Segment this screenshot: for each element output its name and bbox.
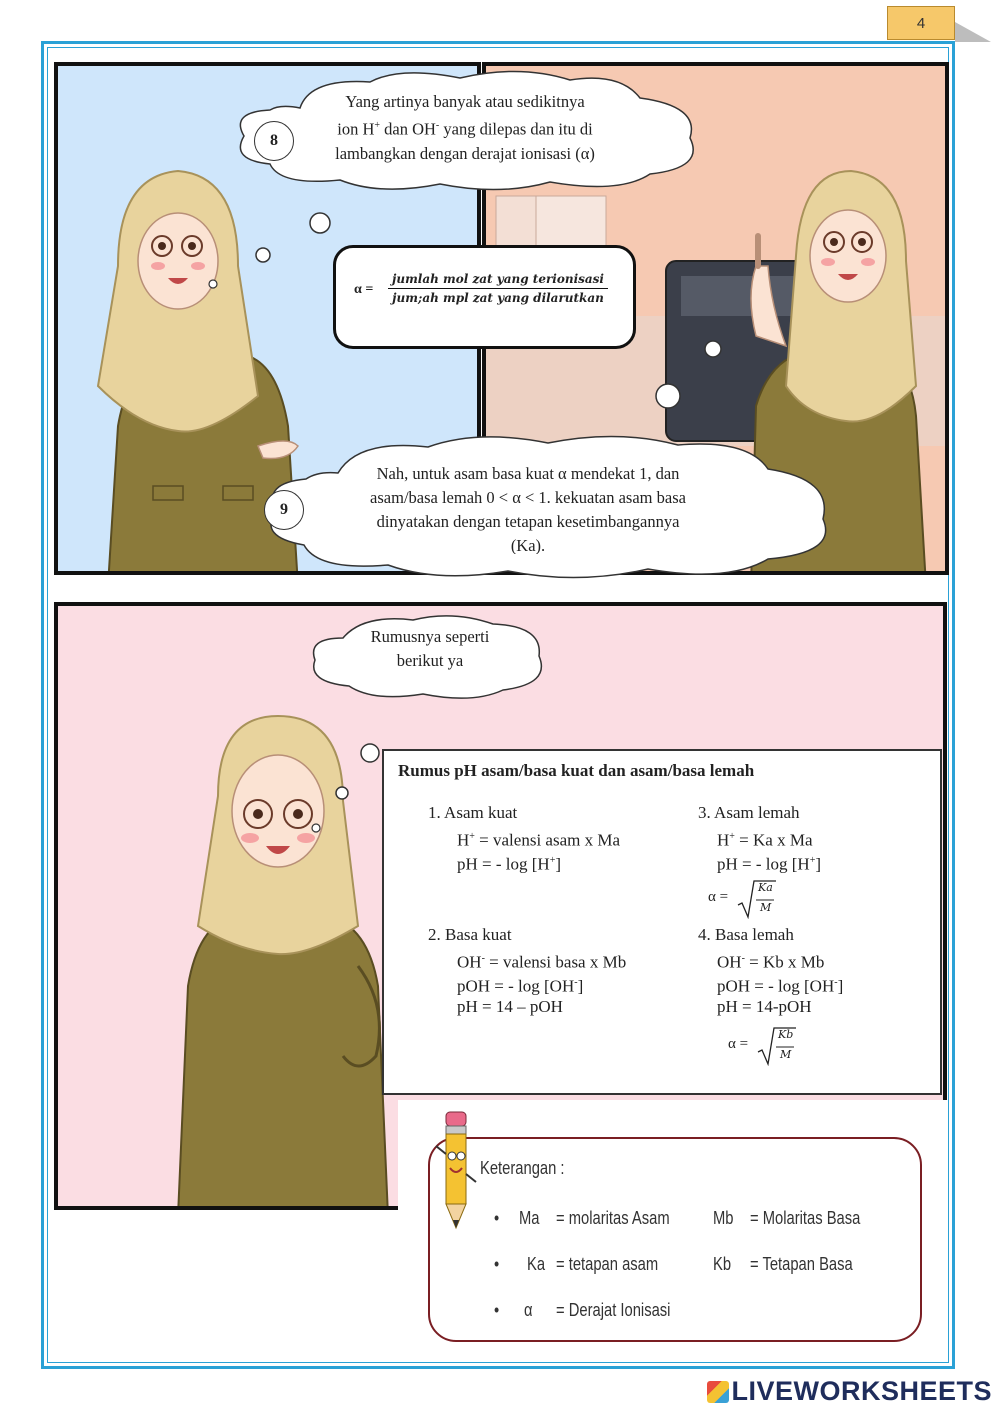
page-tab-fold — [955, 22, 991, 42]
basa-kuat-heading: 2. Basa kuat — [428, 925, 512, 944]
basa-lemah-line3: pH = 14-pOH — [717, 997, 812, 1016]
ket-kb-symbol: Kb — [713, 1254, 732, 1274]
asam-kuat-heading: 1. Asam kuat — [428, 803, 518, 822]
liveworksheets-logo[interactable] — [707, 1376, 992, 1407]
asam-kuat-line1: H+ = valensi asam x Ma — [457, 830, 621, 850]
alpha-numerator: jumlah mol zat yang terionisasi — [392, 272, 604, 286]
ket-kb-def: = Tetapan Basa — [750, 1254, 853, 1274]
basa-kuat-line3: pH = 14 – pOH — [457, 997, 563, 1016]
asam-kuat-line2: pH = - log [H+] — [457, 854, 561, 874]
ket-mb-def: = Molaritas Basa — [750, 1208, 861, 1228]
basa-lemah-alpha-numerator: Kb — [778, 1028, 794, 1041]
brand-name: LIVEWORKSHEETS — [731, 1376, 992, 1406]
basa-kuat-line2: pOH = - log [OH-] — [457, 976, 584, 996]
bullet-icon: • — [494, 1208, 500, 1228]
asam-lemah-line1: H+ = Ka x Ma — [717, 830, 813, 850]
alpha-denominator: jum;ah mpl zat yang dilarutkan — [392, 291, 604, 305]
asam-lemah-line2: pH = - log [H+] — [717, 854, 821, 874]
liveworksheets-logo-icon — [707, 1381, 729, 1403]
ket-mb-symbol: Mb — [713, 1208, 734, 1228]
alpha-formula-box — [333, 245, 636, 349]
basa-lemah-line2: pOH = - log [OH-] — [717, 976, 844, 996]
keterangan-title: Keterangan : — [480, 1158, 565, 1178]
ph-formula-box: Rumus pH asam/basa kuat dan asam/basa lemah 1. Asam kuat H+ = valensi asam x Ma pH = - log [H+] 2. Basa kuat OH- = valensi basa x Mb pOH = - log [OH-] pH = 14 – pOH 3. Asam lemah H+ = Ka x Ma pH = - log [H+] α = Ka M 4. Basa lemah OH- = Kb x Mb pOH = - log [OH-] pH = 14-pOH α = Kb M — [382, 749, 942, 1095]
asam-lemah-alpha-numerator: Ka — [758, 881, 773, 894]
ket-alpha-def: = Derajat Ionisasi — [556, 1300, 671, 1320]
page-number-tab — [887, 6, 955, 40]
ket-ma-symbol: Ma — [519, 1208, 540, 1228]
bubble-9-text: Nah, untuk asam basa kuat α mendekat 1, dan asam/basa lemah 0 < α < 1. kekuatan asam basa dinyatakan dengan tetapan kesetimbangannya (Ka). — [370, 464, 686, 554]
bubble-8-text: Yang artinya banyak atau sedikitnya ion H+ dan OH- yang dilepas dan itu di lambangkan dengan derajat ionisasi (α) — [335, 92, 595, 163]
basa-lemah-alpha-denominator: M — [780, 1048, 792, 1061]
alpha-formula-fraction — [388, 272, 608, 305]
ket-alpha-symbol: α — [524, 1300, 533, 1320]
bubble-rumus-text: Rumusnya seperti berikut ya — [370, 627, 490, 670]
ket-ma-def: = molaritas Asam — [556, 1208, 670, 1228]
asam-lemah-alpha-denominator: M — [760, 901, 772, 914]
ket-ka-def: = tetapan asam — [556, 1254, 659, 1274]
alpha-formula-lhs: α = — [354, 282, 374, 297]
basa-kuat-line1: OH- = valensi basa x Mb — [457, 952, 627, 972]
ket-ka-symbol: Ka — [527, 1254, 546, 1274]
ph-formula-title: Rumus pH asam/basa kuat dan asam/basa lemah — [398, 761, 755, 780]
bullet-icon: • — [494, 1254, 500, 1274]
pencil-mascot-icon — [432, 1104, 482, 1232]
step-number-8: 8 — [254, 121, 294, 161]
basa-lemah-heading: 4. Basa lemah — [698, 925, 794, 944]
bullet-icon: • — [494, 1300, 500, 1320]
asam-lemah-heading: 3. Asam lemah — [698, 803, 800, 822]
step-number-9: 9 — [264, 490, 304, 530]
page-number: 4 — [916, 14, 926, 32]
basa-lemah-line1: OH- = Kb x Mb — [717, 952, 825, 972]
